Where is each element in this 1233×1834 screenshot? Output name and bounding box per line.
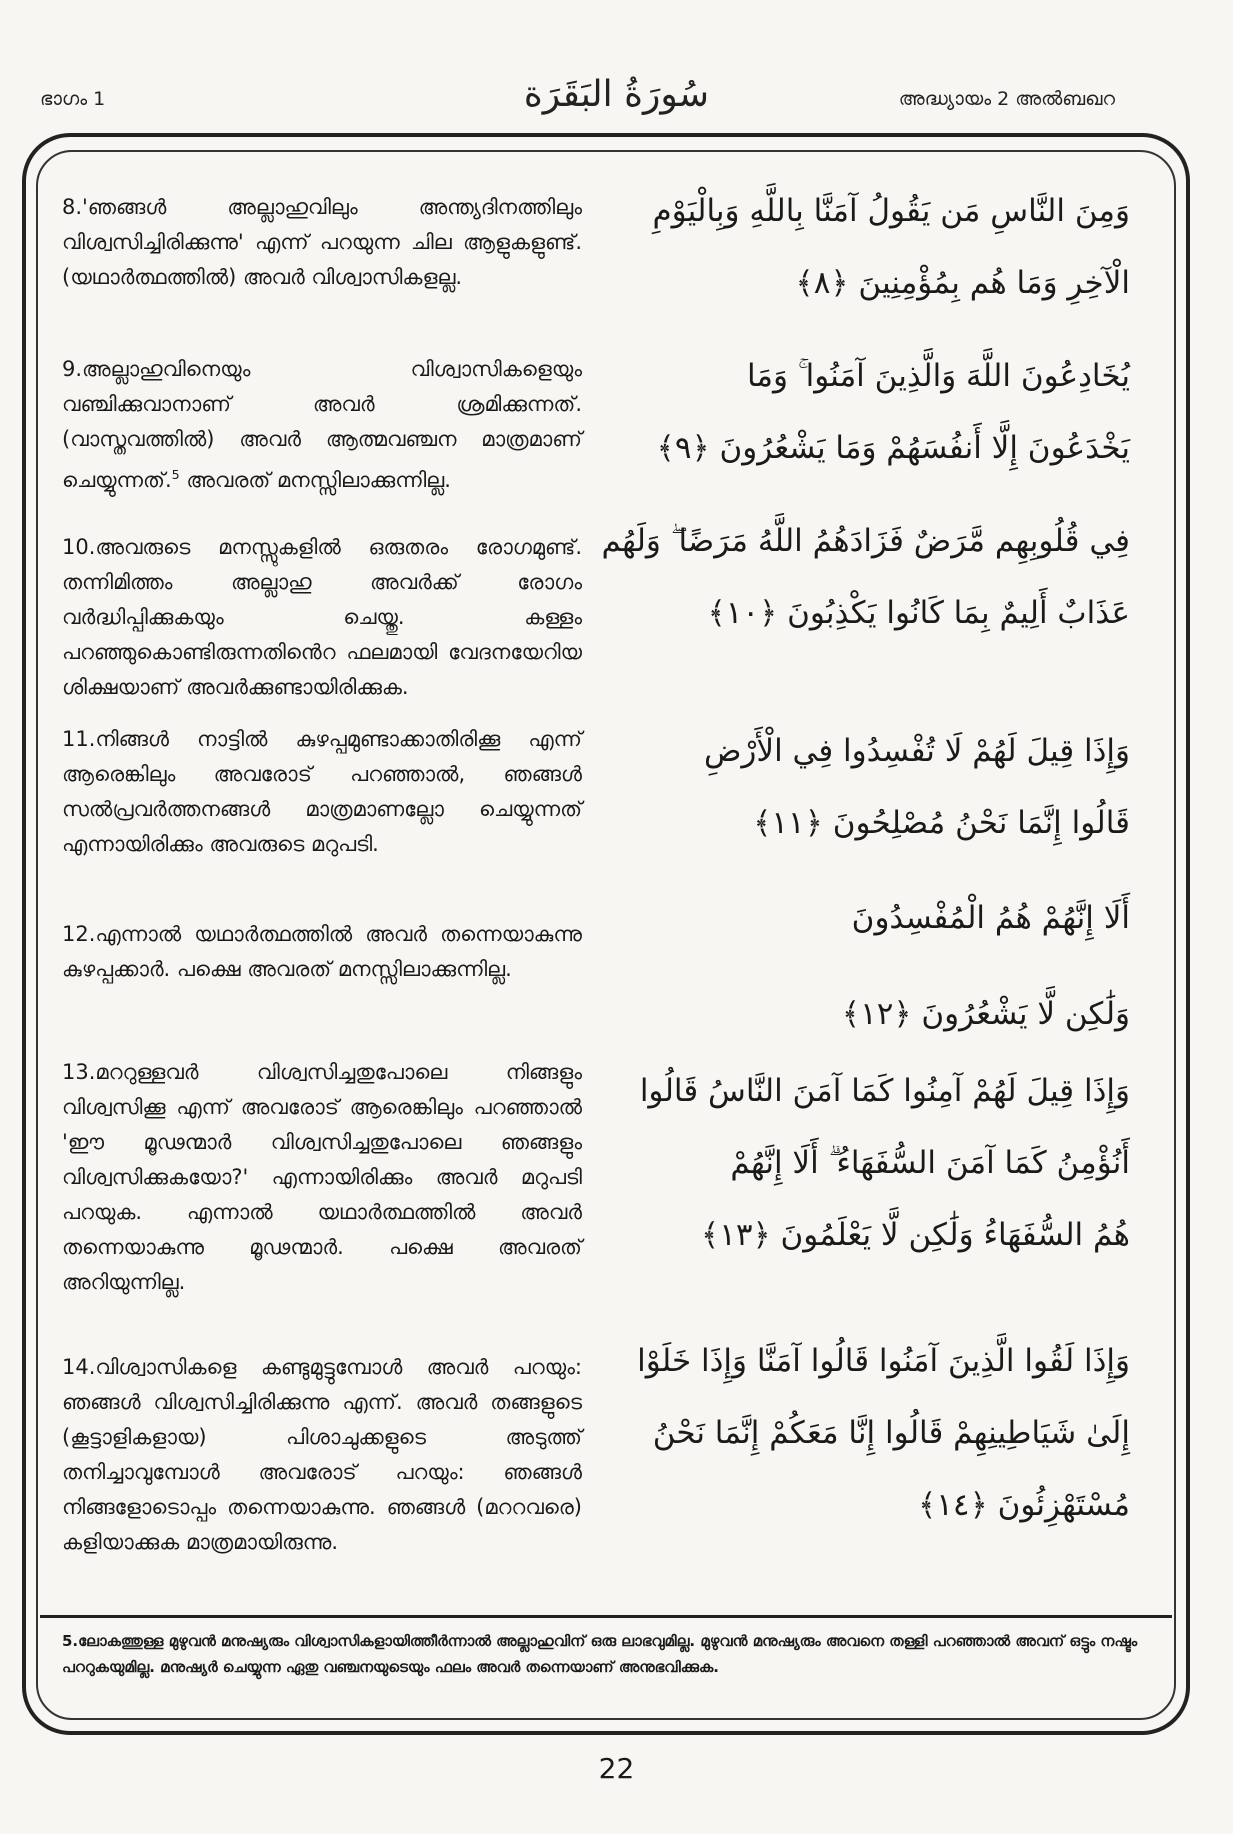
arabic-line: يُخَادِعُونَ اللَّهَ وَالَّذِينَ آمَنُوا ۚ وَمَا xyxy=(746,358,1130,394)
arabic-line: وَإِذَا لَقُوا الَّذِينَ آمَنُوا قَالُوا آمَنَّا وَإِذَا خَلَوْا xyxy=(637,1343,1130,1379)
header-surah-title: سُورَةُ البَقَرَة xyxy=(523,74,710,115)
arabic-line: وَإِذَا قِيلَ لَهُمْ آمِنُوا كَمَا آمَنَ النَّاسُ قَالُوا xyxy=(639,1073,1130,1109)
arabic-verse-11 xyxy=(600,715,1130,859)
arabic-verse-9 xyxy=(600,340,1130,484)
arabic-line: إِلَىٰ شَيَاطِينِهِمْ قَالُوا إِنَّا مَعَكُمْ إِنَّمَا نَحْنُ xyxy=(652,1415,1130,1451)
arabic-line: وَلَٰكِن لَّا يَشْعُرُونَ ﴿١٢﴾ xyxy=(841,996,1130,1032)
translation-13: 13.മററുള്ളവർ വിശ്വസിച്ചതുപോലെ നിങ്ങളും വിശ്വസിക്കൂ എന്ന് അവരോട് ആരെങ്കിലും പറഞ്ഞാൽ 'ഈ മൂഢന്മാർ വിശ്വസിച്ചതുപോലെ ഞങ്ങളും വിശ്വസിക്കുകയോ?' എന്നായിരിക്കും അവർ മറുപടി പറയുക. എന്നാൽ യഥാർത്ഥത്തിൽ അവർ തന്നെയാകുന്നു മൂഢന്മാർ. പക്ഷെ അവരത് അറിയുന്നില്ല. xyxy=(62,1060,582,1294)
translation-11: 11.നിങ്ങൾ നാട്ടിൽ കുഴപ്പമുണ്ടാക്കാതിരിക്കൂ എന്ന് ആരെങ്കിലും അവരോട് പറഞ്ഞാൽ, ഞങ്ങൾ സൽപ്രവർത്തനങ്ങൾ മാത്രമാണല്ലോ ചെയ്യുന്നത് എന്നായിരിക്കും അവരുടെ മറുപടി. xyxy=(62,727,582,856)
footnote: 5.ലോകത്തുള്ള മുഴുവൻ മനുഷ്യരും വിശ്വാസികളായിത്തീർന്നാൽ അല്ലാഹുവിന് ഒരു ലാഭവുമില്ല. മുഴുവൻ മനുഷ്യരും അവനെ തള്ളി പറഞ്ഞാൽ അവന് ഒട്ടും നഷ്ടം പററുകയുമില്ല. മനുഷ്യർ ചെയ്യുന്ന ഏതു വഞ്ചനയുടെയും ഫലം അവർ തന്നെയാണ് അനുഭവിക്കുക. xyxy=(62,1632,1138,1676)
arabic-line: أَلَا إِنَّهُمْ هُمُ الْمُفْسِدُونَ xyxy=(851,900,1130,936)
arabic-verse-12 xyxy=(600,870,1130,1062)
arabic-line: وَمِنَ النَّاسِ مَن يَقُولُ آمَنَّا بِاللَّهِ وَبِالْيَوْمِ xyxy=(652,193,1130,229)
translation-12: 12.എന്നാൽ യഥാർത്ഥത്തിൽ അവർ തന്നെയാകുന്നു കുഴപ്പക്കാർ. പക്ഷെ അവരത് മനസ്സിലാക്കുന്നില്ല. xyxy=(62,922,582,981)
arabic-line: هُمُ السُّفَهَاءُ وَلَٰكِن لَّا يَعْلَمُونَ ﴿١٣﴾ xyxy=(701,1217,1130,1253)
footnote-divider xyxy=(40,1615,1172,1618)
arabic-line: الْآخِرِ وَمَا هُم بِمُؤْمِنِينَ ﴿٨﴾ xyxy=(795,265,1130,301)
arabic-verse-13 xyxy=(600,1055,1130,1271)
arabic-line: قَالُوا إِنَّمَا نَحْنُ مُصْلِحُونَ ﴿١١﴾ xyxy=(753,805,1130,841)
arabic-verse-14 xyxy=(600,1325,1130,1541)
arabic-line: مُسْتَهْزِئُونَ ﴿١٤﴾ xyxy=(918,1487,1130,1523)
page-number: 22 xyxy=(598,1752,635,1785)
arabic-line: وَإِذَا قِيلَ لَهُمْ لَا تُفْسِدُوا فِي الْأَرْضِ xyxy=(703,733,1130,769)
arabic-line: يَخْدَعُونَ إِلَّا أَنفُسَهُمْ وَمَا يَشْعُرُونَ ﴿٩﴾ xyxy=(656,430,1130,466)
header-part: ഭാഗം 1 xyxy=(40,88,106,110)
arabic-line: أَنُؤْمِنُ كَمَا آمَنَ السُّفَهَاءُ ۗ أَلَا إِنَّهُمْ xyxy=(730,1145,1130,1181)
translation-9 xyxy=(62,352,582,498)
translation-9-text-after: അവരത് മനസ്സിലാക്കുന്നില്ല. xyxy=(179,468,451,492)
translation-10: 10.അവരുടെ മനസ്സുകളിൽ ഒരുതരം രോഗമുണ്ട്. തന്നിമിത്തം അല്ലാഹു അവർക്ക് രോഗം വർദ്ധിപ്പിക്കുകയും ചെയ്തു. കള്ളം പറഞ്ഞുകൊണ്ടിരുന്നതിൻെറ ഫലമായി വേദനയേറിയ ശിക്ഷയാണ് അവർക്കുണ്ടായിരിക്കുക. xyxy=(62,535,582,699)
arabic-verse-8 xyxy=(600,175,1130,319)
translation-9-text: 9.അല്ലാഹുവിനെയും വിശ്വാസികളെയും വഞ്ചിക്കുവാനാണ് അവർ ശ്രമിക്കുന്നത്. (വാസ്തവത്തിൽ) അവർ ആത്മവഞ്ചന മാത്രമാണ് ചെയ്യുന്നത്. xyxy=(62,357,582,492)
translation-8: 8.'ഞങ്ങൾ അല്ലാഹുവിലും അന്ത്യദിനത്തിലും വിശ്വസിച്ചിരിക്കുന്നു' എന്ന് പറയുന്ന ചില ആളുകളുണ്ട്. (യഥാർത്ഥത്തിൽ) അവർ വിശ്വാസികളല്ല. xyxy=(62,195,582,289)
arabic-verse-10 xyxy=(600,505,1130,649)
header-chapter: അദ്ധ്യായം 2 അൽബഖറ xyxy=(898,88,1115,110)
translation-14: 14.വിശ്വാസികളെ കണ്ടുമുട്ടുമ്പോൾ അവർ പറയും: ഞങ്ങൾ വിശ്വസിച്ചിരിക്കുന്നു എന്ന്. അവർ തങ്ങളുടെ (കൂട്ടാളികളായ) പിശാചുക്കളുടെ അടുത്ത് തനിച്ചാവുമ്പോൾ അവരോട് പറയും: ഞങ്ങൾ നിങ്ങളോടൊപ്പം തന്നെയാകുന്നു. ഞങ്ങൾ (മററവരെ) കളിയാക്കുക മാത്രമായിരുന്നു. xyxy=(62,1355,582,1554)
arabic-line: عَذَابٌ أَلِيمٌ بِمَا كَانُوا يَكْذِبُونَ ﴿١٠﴾ xyxy=(707,595,1130,631)
footnote-ref: 5 xyxy=(171,467,180,482)
arabic-line: فِي قُلُوبِهِم مَّرَضٌ فَزَادَهُمُ اللَّهُ مَرَضًا ۖ وَلَهُم xyxy=(601,523,1130,559)
